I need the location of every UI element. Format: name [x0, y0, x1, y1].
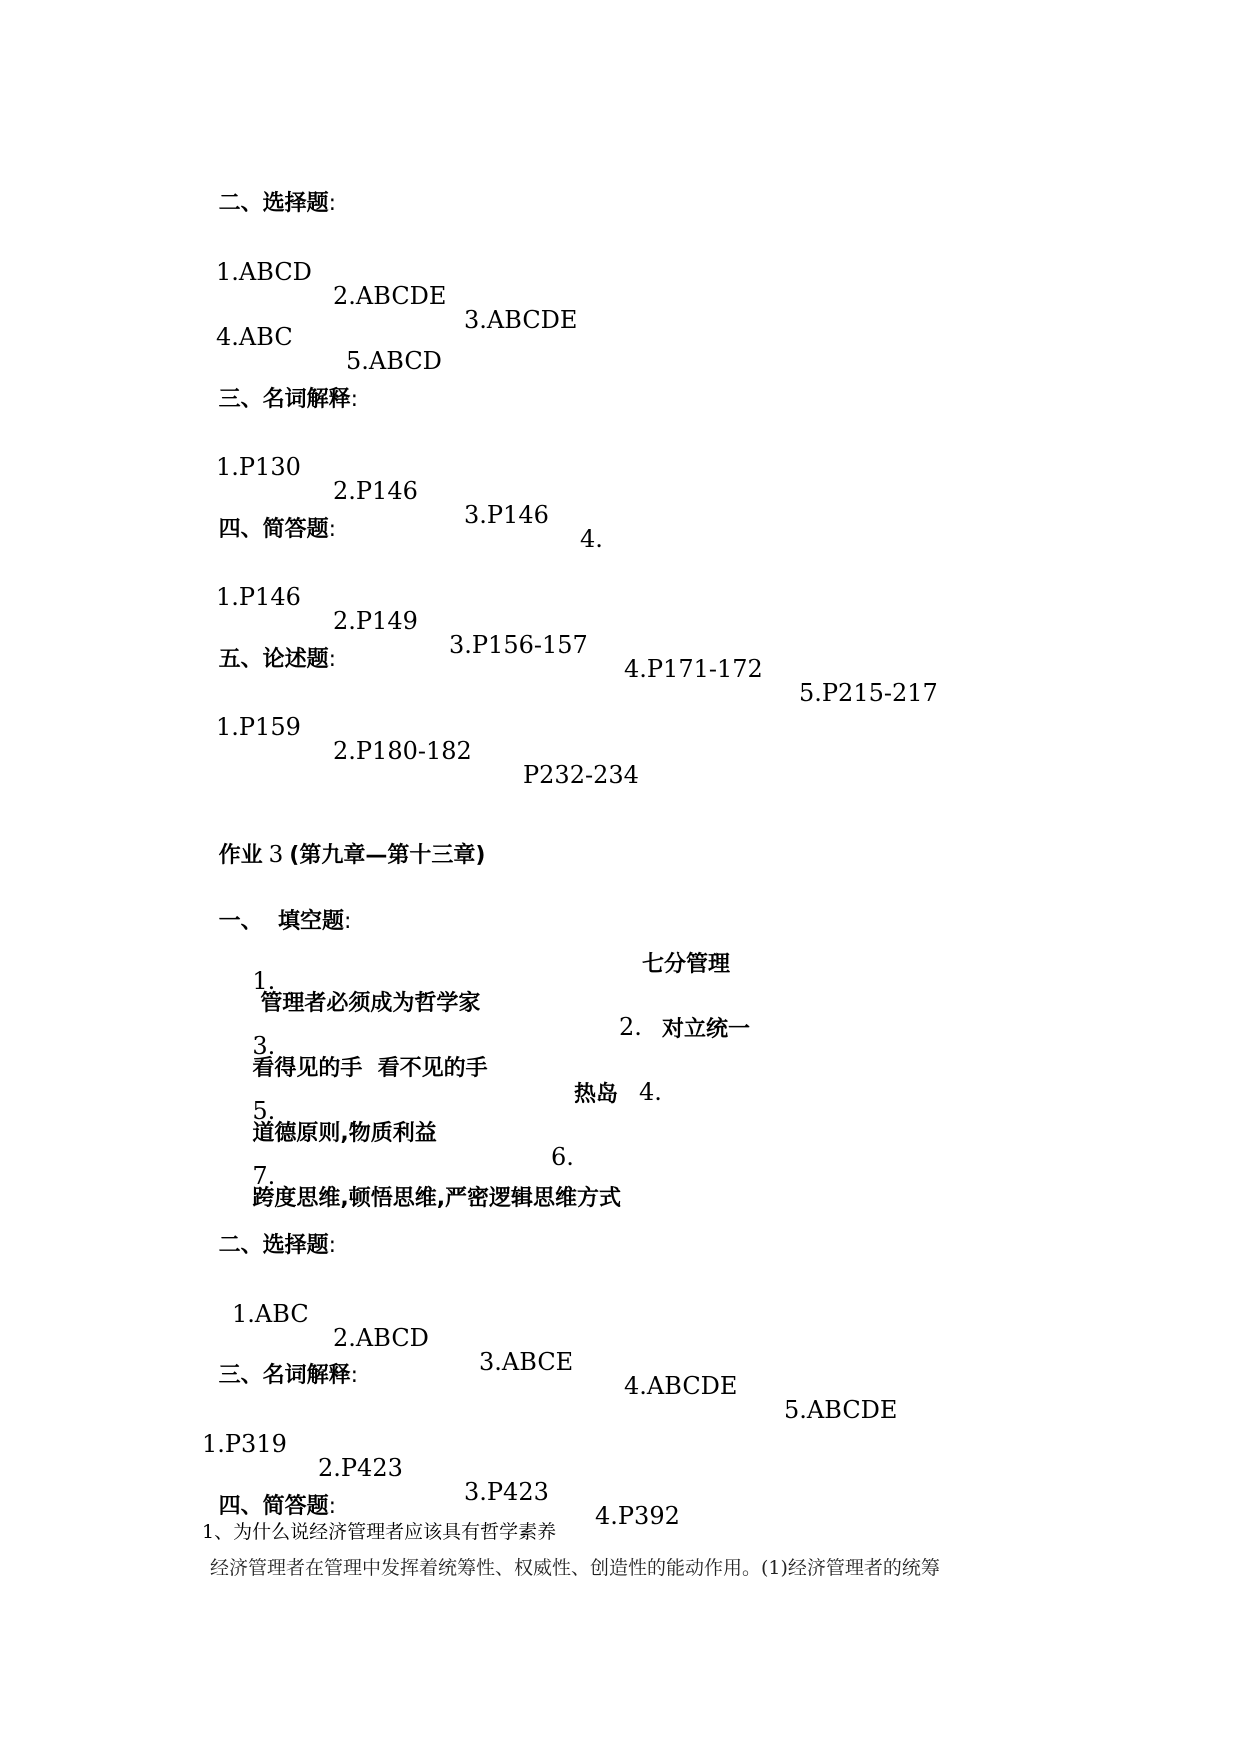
answer-item: 2.P146: [333, 477, 418, 505]
fill-answer: 热岛: [574, 1082, 619, 1107]
heading-colon: :: [350, 387, 359, 412]
answer-item: 2.P180-182: [333, 737, 472, 765]
heading-colon: :: [328, 1233, 337, 1258]
answer-item: P232-234: [523, 761, 639, 789]
answer-item: 2.ABCDE: [333, 282, 447, 310]
answer-item: 1.P319: [202, 1430, 287, 1458]
heading-colon: :: [328, 1494, 337, 1519]
fill-answer-row: [232, 1148, 1132, 1211]
heading-text: 一、 填空题: [218, 909, 344, 934]
answer-item: 3.ABCDE: [464, 306, 578, 334]
section-heading-fill-in: [188, 889, 351, 955]
heading-colon: :: [328, 191, 337, 216]
heading-colon: :: [350, 1363, 359, 1388]
section-heading-choice: [188, 171, 336, 237]
heading-text: 四、简答题: [218, 1494, 329, 1519]
answer-item: 4.: [580, 525, 603, 553]
answer-item: 3.ABCE: [479, 1348, 574, 1376]
heading-text: 三、名词解释: [218, 1363, 351, 1388]
section-heading-short-answer: [188, 497, 336, 563]
answer-item: 5.ABCD: [346, 347, 442, 375]
answer-item: 4.ABC: [216, 323, 293, 351]
answer-item: 5.ABCDE: [784, 1396, 898, 1424]
answer-item: 3.P156-157: [449, 631, 588, 659]
answer-item: 4.P171-172: [624, 655, 763, 683]
heading-text: 五、论述题: [218, 647, 329, 672]
answer-item: 1.ABCD: [216, 258, 312, 286]
heading-colon: :: [328, 517, 337, 542]
answer-item: 5.P215-217: [799, 679, 938, 707]
answer-item: 2.P149: [333, 607, 418, 635]
fill-answer: 对立统一: [662, 1017, 751, 1042]
item-number: 6.: [551, 1143, 574, 1171]
answer-item: 2.ABCD: [333, 1324, 429, 1352]
answer-item: 1.P159: [216, 713, 301, 741]
heading-text: 二、选择题: [218, 1233, 329, 1258]
question-title: 1、为什么说经济管理者应该具有哲学素养: [202, 1521, 557, 1543]
answer-item: 1.P130: [216, 453, 301, 481]
item-number: 3.: [252, 1032, 276, 1060]
answer-item: 1.ABC: [232, 1300, 309, 1328]
title-text: 作业: [218, 843, 263, 868]
answer-row: [0, 691, 1241, 789]
heading-text: 二、选择题: [218, 191, 329, 216]
fill-answer: 看得见的手 看不见的手: [252, 1056, 488, 1081]
answer-item: 1.P146: [216, 583, 301, 611]
section-heading-terms: [188, 1343, 358, 1409]
question-body: 经济管理者在管理中发挥着统筹性、权威性、创造性的能动作用。(1)经济管理者的统筹: [210, 1557, 940, 1579]
fill-answer-row: [232, 1082, 1132, 1171]
fill-answer: 管理者必须成为哲学家: [260, 991, 481, 1016]
assignment-title: [188, 822, 485, 889]
item-number: 1.: [252, 967, 276, 995]
heading-colon: :: [328, 647, 337, 672]
answer-row: [0, 301, 1241, 375]
answer-item: 3.P146: [464, 501, 549, 529]
title-chapters: (第九章—第十三章): [289, 843, 486, 868]
fill-answer: 跨度思维,顿悟思维,严密逻辑思维方式: [252, 1186, 622, 1211]
heading-text: 四、简答题: [218, 517, 329, 542]
section-heading-essay: [188, 627, 336, 693]
fill-answer: 七分管理: [642, 952, 731, 977]
title-number: 3: [268, 842, 284, 868]
fill-answer: 道德原则,物质利益: [252, 1121, 437, 1146]
answer-item: 4.ABCDE: [624, 1372, 738, 1400]
answer-item: 3.P423: [464, 1478, 549, 1506]
heading-text: 三、名词解释: [218, 387, 351, 412]
heading-colon: :: [343, 909, 352, 934]
answer-item: 4.P392: [595, 1502, 680, 1530]
item-number: 4.: [639, 1078, 662, 1106]
section-heading-choice: [188, 1213, 336, 1279]
answer-row: [0, 236, 1241, 334]
section-heading-terms: [188, 367, 358, 433]
answer-item: 2.P423: [318, 1454, 403, 1482]
item-number: 5.: [252, 1097, 276, 1125]
item-number: 2.: [619, 1013, 642, 1041]
item-number: 7.: [252, 1162, 276, 1190]
